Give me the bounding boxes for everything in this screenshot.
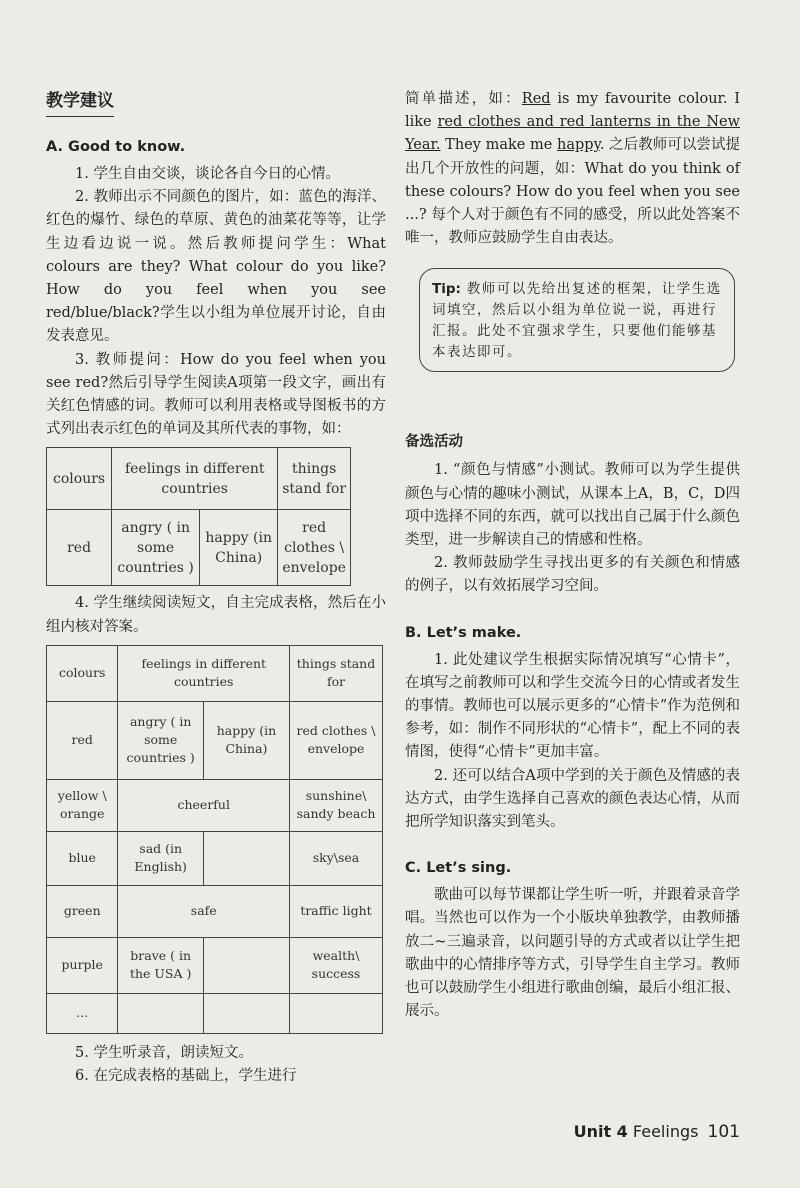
table2-feeling-2 (203, 937, 289, 993)
table2-feeling-1: sad (in English) (118, 831, 203, 885)
table1-cell-feeling-2: happy (in China) (200, 510, 278, 586)
table2-feeling-1 (118, 993, 203, 1033)
continued-text-2: is my favourite colour. I like (405, 91, 741, 131)
underlined-red: Red (521, 91, 551, 107)
footer-unit: Unit 4 (573, 1122, 628, 1141)
paragraph-2: 2. 教师出示不同颜色的图片，如：蓝色的海洋、红色的爆竹、绿色的草原、黄色的油菜花等等，让学生边看边说一说。然后教师提问学生：What colours are they? What colour do you like? How do you feel when you see red/blue/black?学生以小组为单位展开讨论，自由发表意见。 (46, 189, 386, 345)
table2-header-colours: colours (47, 645, 118, 701)
section-b-paragraph-1: 1. 此处建议学生根据实际情况填写“心情卡”，在填写之前教师可以和学生交流今日的心情或者发生的事情。教师也可以展示更多的“心情卡”作为范例和参考，如：制作不同形状的“心情卡”，配上不同的表情图，使得“心情卡”更加丰富。 (405, 651, 740, 761)
table-row (47, 993, 383, 1033)
table2-things: sunshine\ sandy beach (290, 779, 383, 831)
table2-feeling-1: cheerful (118, 779, 290, 831)
section-b-heading: B. Let’s make. (405, 624, 522, 641)
optional-activities-heading: 备选活动 (405, 434, 463, 451)
red-feelings-table (46, 447, 351, 586)
table2-colour: red (47, 701, 118, 779)
section-c-paragraph: 歌曲可以每节课都让学生听一听，并跟着录音学唱。当然也可以作为一个小版块单独教学，由教师播放二~三遍录音，以问题引导的方式或者以让学生把歌曲中的心情排序等方式，引导学生自主学习。教师也可以鼓励学生小组进行歌曲创编，最后小组汇报、展示。 (405, 887, 740, 1020)
footer-title: Feelings (632, 1122, 699, 1141)
table2-colour: yellow \ orange (47, 779, 118, 831)
table2-feeling-1: safe (118, 885, 290, 937)
page-number: 101 (707, 1122, 740, 1142)
table2-things (290, 993, 383, 1033)
underlined-red-clothes: red clothes and red lanterns in the New Year. (405, 114, 740, 154)
table1-cell-feeling-1: angry ( in some countries ) (112, 510, 200, 586)
section-a-heading: A. Good to know. (46, 139, 186, 155)
tip-box (419, 268, 735, 372)
table-row (47, 885, 383, 937)
tip-text: 教师可以先给出复述的框架，让学生选词填空，然后以小组为单位说一说，再进行汇报。此处不宜强求学生，只要他们能够基本表达即可。 (432, 281, 722, 361)
paragraph-3: 3. 教师提问：How do you feel when you see red?然后引导学生阅读A项第一段文字，画出有关红色情感的词。教师可以利用表格或导图板书的方式列出表示红色的单词及其所代表的事物，如： (46, 351, 386, 438)
table2-feeling-2 (203, 831, 289, 885)
tip-label: Tip: (432, 281, 461, 298)
table2-things: wealth\ success (290, 937, 383, 993)
table2-things: sky\sea (290, 831, 383, 885)
paragraph-1: 1. 学生自由交谈，谈论各自今日的心情。 (75, 166, 340, 182)
table2-colour: purple (47, 937, 118, 993)
table1-header-feelings: feelings in different countries (112, 448, 278, 510)
paragraph-5: 5. 学生听录音，朗读短文。 (75, 1044, 253, 1061)
section-c-heading: C. Let’s sing. (405, 860, 512, 877)
continued-text-3: They make me (440, 137, 558, 154)
optional-paragraph-2: 2. 教师鼓励学生寻找出更多的有关颜色和情感的例子，以有效拓展学习空间。 (405, 555, 740, 595)
teaching-suggestions-heading: 教学建议 (46, 86, 114, 117)
table2-feeling-1: angry ( in some countries ) (118, 701, 203, 779)
table2-colour: blue (47, 831, 118, 885)
table2-colour: green (47, 885, 118, 937)
table-row (47, 779, 383, 831)
table2-feeling-1: brave ( in the USA ) (118, 937, 203, 993)
table1-header-things: things stand for (278, 448, 351, 510)
section-b-paragraph-2: 2. 还可以结合A项中学到的关于颜色及情感的表达方式，由学生选择自己喜欢的颜色表达心情，从而把所学知识落实到笔头。 (405, 767, 740, 831)
table-row (47, 937, 383, 993)
continued-text-1: 简单描述，如： (405, 91, 522, 107)
continued-text-4: . 之后教师可以尝试提出几个开放性的问题，如：What do you think of these colours? How do you feel when you see ...? 每个人对于颜色有不同的感受，所以此处答案不唯一，教师应鼓励学生自由表达。 (405, 137, 741, 247)
optional-paragraph-1: 1. “颜色与情感”小测试。教师可以为学生提供颜色与心情的趣味小测试，从课本上A，B，C，D四项中选择不同的东西，就可以找出自己属于什么颜色类型，进一步解读自己的情感和性格。 (405, 462, 740, 549)
table-row (47, 701, 383, 779)
right-column (405, 88, 740, 1023)
table2-feeling-2: happy (in China) (203, 701, 289, 779)
underlined-happy: happy (557, 137, 600, 154)
table1-cell-colour: red (47, 510, 112, 586)
continued-paragraph (405, 88, 740, 250)
table2-header-feelings: feelings in different countries (118, 645, 290, 701)
table1-header-colours: colours (47, 448, 112, 510)
table2-things: red clothes \ envelope (290, 701, 383, 779)
table-row (47, 831, 383, 885)
table2-header-things: things stand for (290, 645, 383, 701)
paragraph-4: 4. 学生继续阅读短文，自主完成表格，然后在小组内核对答案。 (46, 595, 386, 635)
table1-cell-things: red clothes \ envelope (278, 510, 351, 586)
page-footer (574, 1122, 740, 1142)
table2-things: traffic light (290, 885, 383, 937)
paragraph-6: 6. 在完成表格的基础上，学生进行 (75, 1068, 297, 1085)
table2-colour: … (47, 993, 118, 1033)
left-column (46, 86, 386, 1088)
table2-feeling-2 (203, 993, 289, 1033)
colour-feelings-table (46, 645, 383, 1034)
